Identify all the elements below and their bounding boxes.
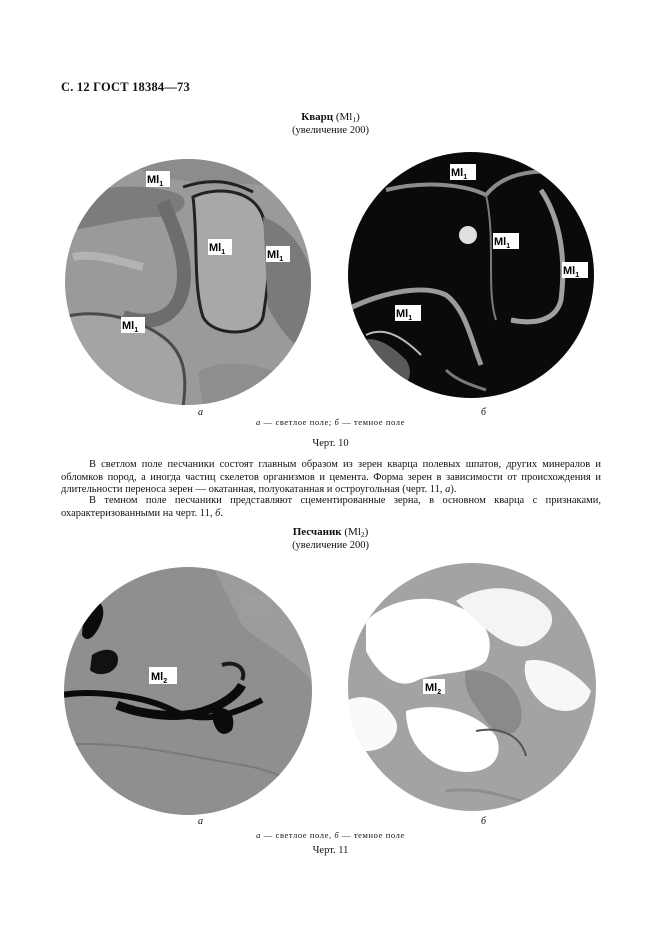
paragraph-dark-field-text: В темном поле песчаники представляют сцементированные зерна, в основном кварца с признаками, охарактеризованными на черт. 11, xyxy=(61,495,601,519)
figure11-title-sub: 2 xyxy=(360,530,365,539)
figure10b-label-bottom: $Ml_1$ xyxy=(396,308,413,322)
figure11a-label: $Ml_2$ xyxy=(151,671,168,685)
figure10a-label-mid: $Ml_1$ xyxy=(209,242,226,256)
figure11b-micrograph xyxy=(346,561,598,813)
paragraph-dark-field-ref: б xyxy=(215,507,221,519)
figure11-magnification: (увеличение 200) xyxy=(292,540,369,551)
figure10b-label-top: $Ml_1$ xyxy=(451,167,468,181)
figure11a-letter: а xyxy=(198,816,203,827)
figure11b-letter: б xyxy=(481,816,487,827)
figure10-caption-a-text: — светлое поле; xyxy=(260,417,335,427)
figure10-title-bold: Кварц xyxy=(301,111,334,123)
figure10-caption xyxy=(0,417,661,427)
figure10b-micrograph xyxy=(346,150,596,400)
figure11-title-code: (Ml xyxy=(344,526,361,538)
figure11b-label: $Ml_2$ xyxy=(425,682,442,696)
figure11-caption-a-text: — светлое поле, xyxy=(261,830,335,840)
figure10a-label-right: $Ml_1$ xyxy=(267,249,284,263)
paragraph-dark-field xyxy=(61,495,601,520)
figure11-caption xyxy=(0,830,661,840)
paragraph-dark-field-end: . xyxy=(220,507,224,519)
figure11-chert: Черт. 11 xyxy=(312,845,349,856)
figure10-title xyxy=(0,111,661,124)
figure10-title-close: ) xyxy=(356,111,360,123)
figure10-title-code: (Ml xyxy=(335,111,353,123)
figure10-chert: Черт. 10 xyxy=(312,438,349,449)
page-header: С. 12 ГОСТ 18384—73 xyxy=(61,80,190,94)
figure11-caption-a: а xyxy=(256,830,262,840)
figure10a-micrograph xyxy=(63,157,313,407)
figure10-caption-b-text: — темное поле xyxy=(339,417,405,427)
figure11a-micrograph xyxy=(62,565,314,817)
figure10-magnification: (увеличение 200) xyxy=(292,125,369,136)
paragraph-light-field-ref: а xyxy=(445,484,451,496)
figure10b-label-mid: $Ml_1$ xyxy=(494,236,511,250)
figure10-caption-a: а xyxy=(256,417,261,427)
figure10-title-sub: 1 xyxy=(352,115,357,124)
figure10a-label-top: $Ml_1$ xyxy=(147,174,164,188)
figure10b-label-right: $Ml_1$ xyxy=(563,265,580,279)
paragraph-light-field-text: В светлом поле песчаники состоят главным образом из зерен кварца полевых шпатов, других минералов и обломков пород, а иногда частиц скелетов организмов и цемента. Форма зерен в зависимости от происхождения и длительности переноса зерен — окатанная, полуокатанная и остроугольная (черт. 11, xyxy=(61,459,601,496)
paragraph-light-field xyxy=(61,459,601,497)
figure11-caption-b: б xyxy=(334,830,340,840)
figure11-title-bold: Песчаник xyxy=(292,526,342,538)
figure10b-letter: б xyxy=(481,407,487,418)
figure11-title-close: ) xyxy=(364,526,369,538)
figure11-caption-b-text: — темное поле xyxy=(339,830,405,840)
figure10-caption-b: б xyxy=(334,417,340,427)
figure11-title xyxy=(0,526,661,539)
figure10a-label-bottom: $Ml_1$ xyxy=(122,320,139,334)
figure10a-letter: а xyxy=(198,407,203,418)
paragraph-light-field-end: ). xyxy=(450,484,457,496)
